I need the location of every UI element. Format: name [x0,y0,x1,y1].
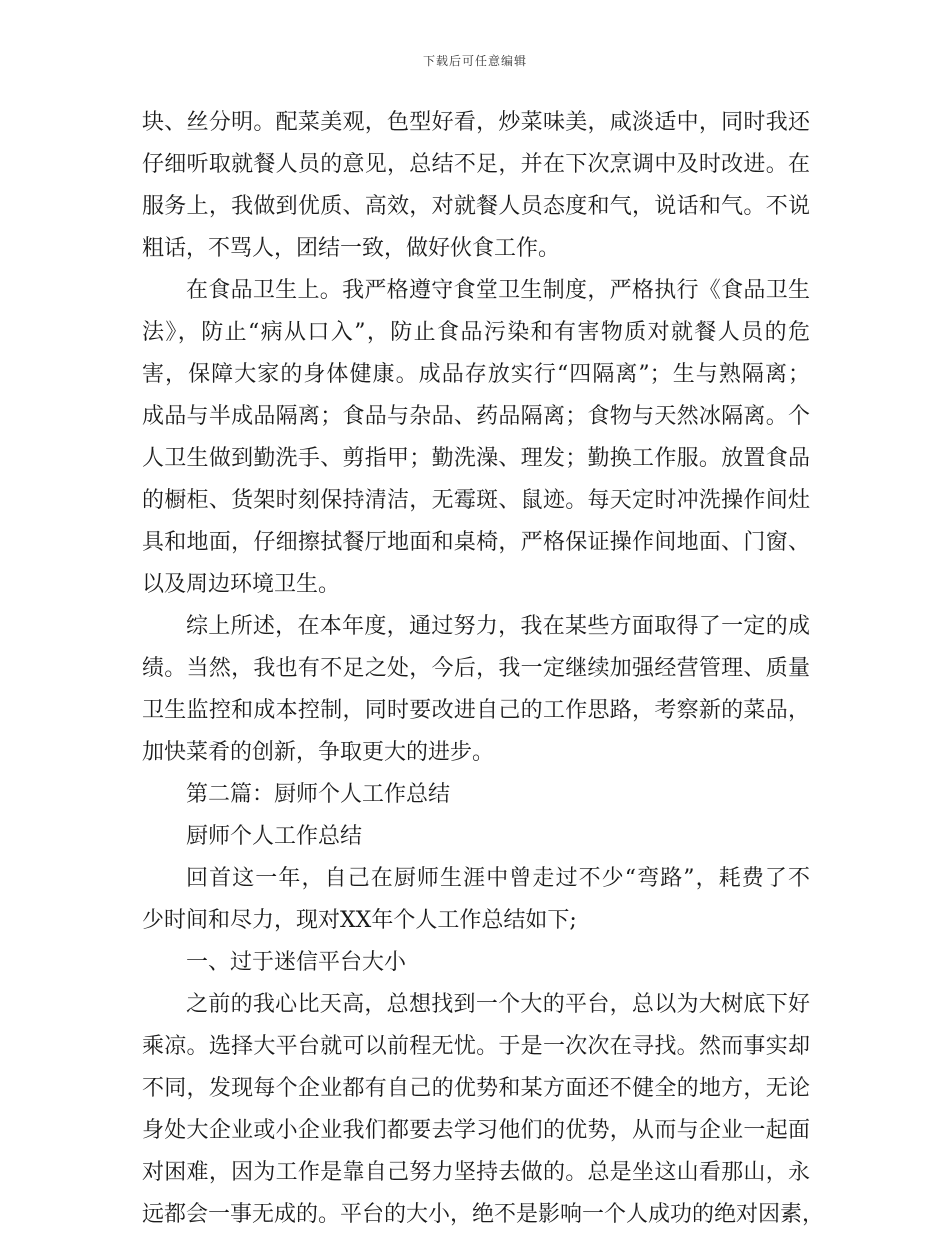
text-line: 成品与半成品隔离；食品与杂品、药品隔离；食物与天然冰隔离。个 [142,404,810,429]
page-header: 下载后可任意编辑 [422,54,527,68]
text-line: 不同，发现每个企业都有自己的优势和某方面还不健全的地方，无论 [142,1076,810,1101]
text-line: 对困难，因为工作是靠自己努力坚持去做的。总是坐这山看那山，永 [142,1160,810,1185]
text-line: 之前的我心比天高，总想找到一个大的平台，总以为大树底下好 [186,992,810,1017]
text-line: 一、过于迷信平台大小 [186,950,407,975]
text-line: 身处大企业或小企业我们都要去学习他们的优势，从而与企业一起面 [142,1118,810,1143]
text-line: 害，保障大家的身体健康。成品存放实行“四隔离”；生与熟隔离； [142,362,810,387]
text-line: 人卫生做到勤洗手、剪指甲；勤洗澡、理发；勤换工作服。放置食品 [142,446,810,471]
text-line: 回首这一年，自己在厨师生涯中曾走过不少“弯路”，耗费了不 [186,866,810,891]
text-line: 法》，防止“病从口入”，防止食品污染和有害物质对就餐人员的危 [142,320,810,345]
text-line: 第二篇：厨师个人工作总结 [186,782,451,807]
text-line: 综上所述，在本年度，通过努力，我在某些方面取得了一定的成 [186,614,810,639]
text-line: 卫生监控和成本控制，同时要改进自己的工作思路，考察新的菜品， [142,698,810,723]
text-line: 的橱柜、货架时刻保持清洁，无霉斑、鼠迹。每天定时冲洗操作间灶 [142,488,810,513]
text-line: 在食品卫生上。我严格遵守食堂卫生制度，严格执行《食品卫生 [186,278,810,303]
document-body [142,104,825,1238]
text-line: 绩。当然，我也有不足之处，今后，我一定继续加强经营管理、质量 [142,656,810,681]
text-line: 远都会一事无成的。平台的大小，绝不是影响一个人成功的绝对因素， [142,1202,825,1227]
text-line: 以及周边环境卫生。 [142,572,341,597]
text-line: 加快菜肴的创新，争取更大的进步。 [142,740,495,765]
text-line: 服务上，我做到优质、高效，对就餐人员态度和气，说话和气。不说 [142,194,810,219]
text-line: 块、丝分明。配菜美观，色型好看，炒菜味美，咸淡适中，同时我还 [142,110,810,135]
text-line: 少时间和尽力，现对XX年个人工作总结如下; [142,908,577,933]
text-line: 仔细听取就餐人员的意见，总结不足，并在下次烹调中及时改进。在 [142,152,810,177]
text-line: 具和地面，仔细擦拭餐厅地面和桌椅，严格保证操作间地面、门窗、 [142,530,810,555]
text-line: 乘凉。选择大平台就可以前程无忧。于是一次次在寻找。然而事实却 [142,1034,810,1059]
text-line: 粗话，不骂人，团结一致，做好伙食工作。 [142,236,561,261]
text-line: 厨师个人工作总结 [186,824,363,849]
